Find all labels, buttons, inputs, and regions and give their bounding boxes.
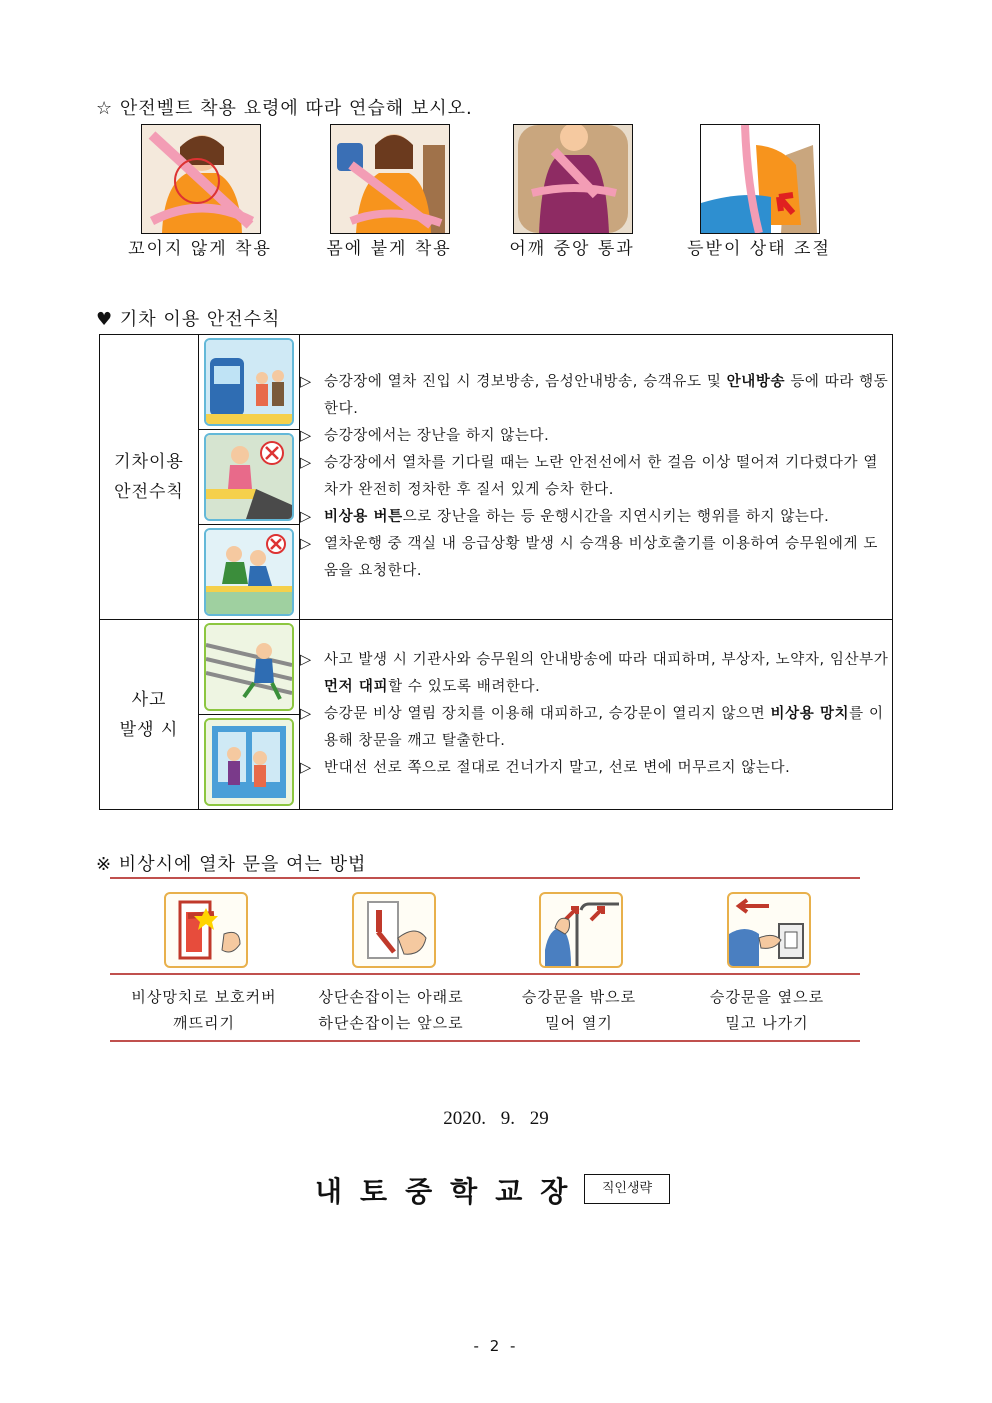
door-step-line: 승강문을 옆으로 bbox=[709, 988, 825, 1006]
rule-text: 등에 따라 행동한다. bbox=[324, 374, 889, 417]
divider bbox=[110, 1040, 860, 1042]
train-rules-list bbox=[300, 335, 893, 620]
triangle-bullet-icon: ▷ bbox=[300, 652, 312, 668]
triangle-bullet-icon: ▷ bbox=[300, 374, 312, 390]
train-safety-table bbox=[99, 334, 893, 810]
seatbelt-shoulder-icon bbox=[513, 124, 633, 234]
section-label-line: 기차이용 bbox=[114, 452, 184, 472]
section-label-line: 사고 bbox=[131, 689, 167, 710]
door-step-line: 하단손잡이는 앞으로 bbox=[318, 1014, 464, 1032]
rule-text: 승강장에 열차 진입 시 경보방송, 음성안내방송, 승객유도 및 bbox=[324, 374, 727, 390]
rule-bold-text: 비상용 망치 bbox=[770, 706, 850, 722]
rule-text: 할 수 있도록 배려한다. bbox=[388, 679, 541, 695]
rule-bold-text: 안내방송 bbox=[726, 374, 786, 390]
seatbelt-caption: 등받이 상태 조절 bbox=[687, 239, 831, 259]
door-step-caption bbox=[104, 984, 304, 1036]
rule-text: 사고 발생 시 기관사와 승무원의 안내방송에 따라 대피하며, 부상자, 노약자, 임산부가 bbox=[324, 652, 889, 668]
triangle-bullet-icon: ▷ bbox=[300, 760, 312, 776]
rule-item bbox=[300, 423, 892, 450]
door-step-caption bbox=[291, 984, 491, 1036]
door-step-line: 비상망치로 보호커버 bbox=[131, 988, 277, 1006]
no-running-illustration-icon bbox=[204, 528, 294, 616]
rule-item bbox=[300, 701, 892, 755]
door-step-line: 깨뜨리기 bbox=[173, 1014, 235, 1032]
seatback-adjust-icon bbox=[700, 124, 820, 234]
section-label bbox=[100, 620, 199, 810]
seatbelt-caption: 꼬이지 않게 착용 bbox=[128, 239, 272, 259]
door-escape-illustration-icon bbox=[204, 718, 294, 806]
rule-item bbox=[300, 647, 892, 701]
triangle-bullet-icon: ▷ bbox=[300, 428, 312, 444]
divider bbox=[110, 973, 860, 975]
triangle-bullet-icon: ▷ bbox=[300, 509, 312, 525]
rule-item bbox=[300, 531, 892, 585]
slide-door-icon bbox=[727, 892, 811, 968]
section-label-line: 안전수칙 bbox=[114, 482, 184, 502]
section-label bbox=[100, 335, 199, 620]
triangle-bullet-icon: ▷ bbox=[300, 706, 312, 722]
door-step-line: 승강문을 밖으로 bbox=[521, 988, 637, 1006]
rule-item bbox=[300, 450, 892, 504]
rule-bold-text: 비상용 버튼 bbox=[324, 509, 403, 525]
no-play-on-platform-illustration-icon bbox=[204, 433, 294, 521]
door-step-caption bbox=[479, 984, 679, 1036]
door-step-line: 상단손잡이는 아래로 bbox=[318, 988, 464, 1006]
rule-text: 를 이용해 창문을 깨고 탈출한다. bbox=[324, 706, 884, 749]
evacuation-illustration-icon bbox=[204, 623, 294, 711]
rule-text: 승강장에서 열차를 기다릴 때는 노란 안전선에서 한 걸음 이상 떨어져 기다렸다가 열차가 완전히 정차한 후 질서 있게 승차 한다. bbox=[324, 455, 878, 498]
platform-announcement-illustration-icon bbox=[204, 338, 294, 426]
seal-omitted-box: 직인생략 bbox=[584, 1174, 670, 1204]
rule-item bbox=[300, 369, 892, 423]
seatbelt-heading: ☆ 안전벨트 착용 요령에 따라 연습해 보시오. bbox=[96, 98, 473, 119]
train-heading: ♥ 기차 이용 안전수칙 bbox=[96, 309, 281, 330]
rule-text: 반대선 선로 쪽으로 절대로 건너가지 말고, 선로 변에 머무르지 않는다. bbox=[324, 760, 791, 776]
door-step-line: 밀고 나가기 bbox=[725, 1014, 809, 1032]
door-heading: ※ 비상시에 열차 문을 여는 방법 bbox=[96, 854, 367, 875]
seatbelt-caption: 몸에 붙게 착용 bbox=[326, 239, 452, 259]
seatbelt-snug-icon bbox=[330, 124, 450, 234]
divider bbox=[110, 877, 860, 879]
rule-text: 승강문 비상 열림 장치를 이용해 대피하고, 승강문이 열리지 않으면 bbox=[324, 706, 771, 722]
triangle-bullet-icon: ▷ bbox=[300, 455, 312, 471]
push-door-icon bbox=[539, 892, 623, 968]
accident-rules-list bbox=[300, 620, 893, 810]
page-number: - 2 - bbox=[473, 1337, 519, 1355]
rule-bold-text: 먼저 대피 bbox=[324, 679, 389, 695]
section-label-line: 발생 시 bbox=[119, 719, 179, 740]
door-step-line: 밀어 열기 bbox=[545, 1014, 613, 1032]
seatbelt-untwisted-icon bbox=[141, 124, 261, 234]
pull-handle-icon bbox=[352, 892, 436, 968]
rule-item bbox=[300, 755, 892, 782]
seatbelt-caption: 어깨 중앙 통과 bbox=[509, 239, 635, 259]
door-step-caption bbox=[667, 984, 867, 1036]
rule-text: 열차운행 중 객실 내 응급상황 발생 시 승객용 비상호출기를 이용하여 승무원에게 도움을 요청한다. bbox=[324, 536, 878, 579]
break-cover-icon bbox=[164, 892, 248, 968]
document-date: 2020. 9. 29 bbox=[443, 1108, 549, 1129]
triangle-bullet-icon: ▷ bbox=[300, 536, 312, 552]
principal-name: 내토중학교장 bbox=[315, 1175, 586, 1208]
rule-text: 으로 장난을 하는 등 운행시간을 지연시키는 행위를 하지 않는다. bbox=[402, 509, 830, 525]
rule-item bbox=[300, 504, 892, 531]
rule-text: 승강장에서는 장난을 하지 않는다. bbox=[324, 428, 550, 444]
